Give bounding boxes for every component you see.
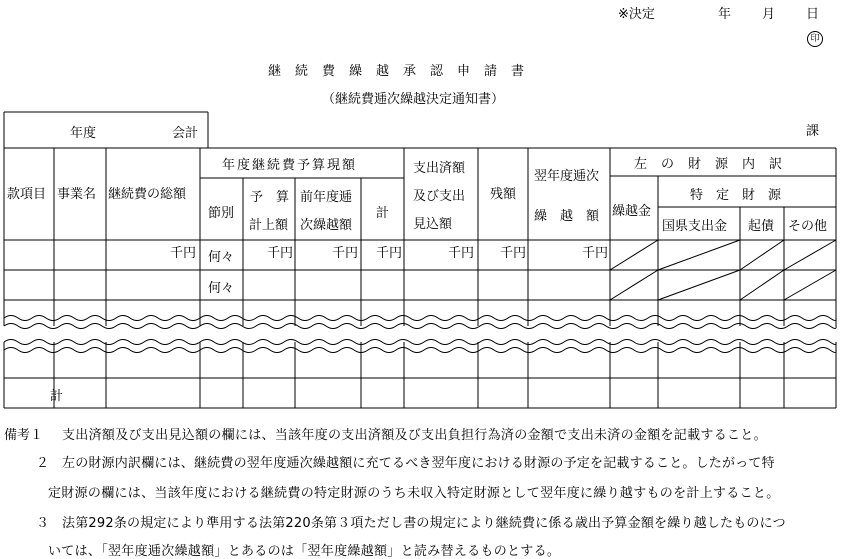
col-gov-funds: 国県支出金: [662, 219, 728, 234]
row1-nannan: 何々: [208, 250, 235, 265]
note-2-number: ２: [36, 456, 50, 471]
note-label: 備考１: [4, 428, 44, 443]
col-bonds: 起債: [748, 219, 775, 234]
note-1: 支出済額及び支出見込額の欄には、当該年度の支出済額及び支出負担行為済の金額で支出未済の金額を記載すること。: [62, 428, 767, 443]
unit-next-carry: 千円: [581, 246, 608, 261]
col-other: その他: [788, 219, 828, 234]
month-label: 月: [762, 7, 776, 22]
page-subtitle: （継続費逓次繰越決定通知書）: [322, 92, 505, 107]
col-expense-1: 支出済額: [413, 161, 466, 176]
col-setsu: 節別: [208, 206, 235, 221]
decision-mark: ※決定: [618, 7, 655, 22]
col-special-funds: 特 定 財 源: [690, 188, 782, 203]
seal-icon: 印: [807, 31, 823, 47]
section-label: 課: [806, 124, 820, 139]
col-carryover-funds: 繰越金: [612, 204, 652, 219]
col-current-budget: 年度継続費予算現額: [222, 158, 358, 173]
unit-balance: 千円: [499, 246, 526, 261]
col-total-amount: 継続費の総額: [108, 187, 187, 202]
unit-total: 千円: [375, 246, 402, 261]
unit-budget-amount: 千円: [266, 246, 293, 261]
break-line: [4, 348, 836, 353]
col-budget-amount-1: 予 算: [250, 190, 290, 205]
col-kan-ko-moku: 款項目: [7, 187, 47, 202]
col-expense-3: 見込額: [413, 217, 453, 232]
note-2-line1: 左の財源内訳欄には、継続費の翌年度逓次繰越額に充てるべき翌年度における財源の予定を記載すること。したがって特: [62, 456, 775, 471]
col-project-name: 事業名: [57, 187, 97, 202]
col-balance: 残額: [490, 187, 517, 202]
col-next-carry-1: 翌年度逓次: [534, 169, 600, 184]
unit-total-amount: 千円: [169, 246, 196, 261]
col-funding-breakdown: 左の財源内訳: [634, 157, 797, 172]
unit-prev-carry: 千円: [331, 246, 358, 261]
break-line: [4, 316, 836, 321]
col-total: 計: [376, 206, 390, 221]
note-3-line2: いては、「翌年度逓次繰越額」とあるのは「翌年度繰越額」と読み替えるものとする。: [48, 544, 561, 559]
col-next-carry-2: 繰 越 額: [534, 209, 600, 224]
unit-expense: 千円: [447, 246, 474, 261]
sum-label: 計: [50, 389, 64, 404]
col-budget-amount-2: 計上額: [249, 218, 289, 233]
row2-nannan: 何々: [208, 281, 235, 296]
year-label: 年: [718, 7, 732, 22]
note-2-line2: 定財源の欄には、当該年度における継続費の特定財源のうち未収入特定財源として翌年度に繰り越すものを計上すること。: [48, 486, 780, 501]
col-prev-carry-2: 次繰越額: [300, 218, 353, 233]
note-3-number: ３: [36, 516, 50, 531]
note-3-line1: 法第292条の規定により準用する法第220条第３項ただし書の規定により継続費に係る歳出予算金額を繰り越したものにつ: [62, 516, 786, 531]
break-line: [4, 324, 836, 329]
col-expense-2: 及び支出: [413, 189, 466, 204]
account-label: 会計: [172, 126, 199, 141]
page-title: 継続費繰越承認申請書: [268, 64, 539, 79]
day-label: 日: [806, 7, 820, 22]
fiscal-year-label: 年度: [70, 126, 97, 141]
break-line: [4, 340, 836, 345]
col-prev-carry-1: 前年度逓: [300, 190, 353, 205]
